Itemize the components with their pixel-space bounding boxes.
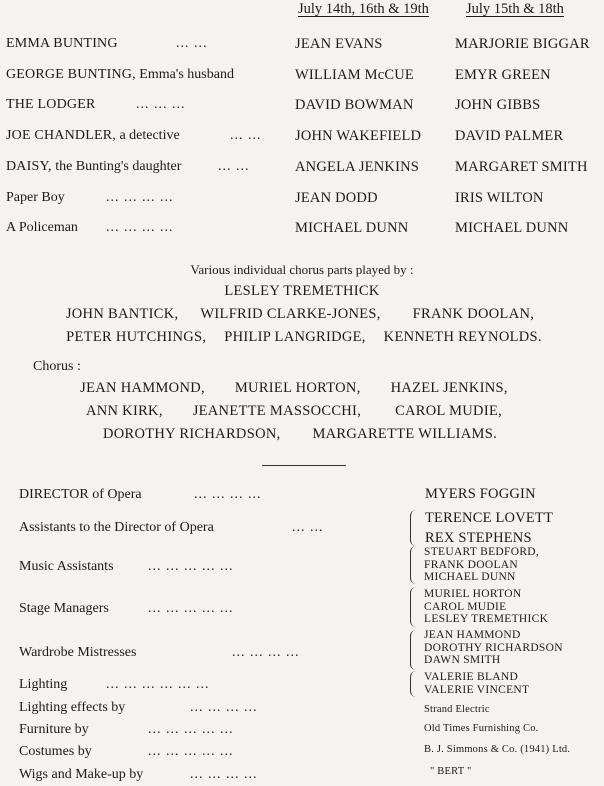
chorus-line-1 (0, 380, 596, 397)
performance-dates-1: July 14th, 16th & 19th (298, 1, 429, 17)
brace-bracket (410, 587, 419, 627)
brace-bracket (410, 671, 419, 697)
chorus-member: JEAN HAMMOND, (80, 380, 205, 396)
cast-member-1: JOHN WAKEFIELD (295, 128, 422, 144)
cast-row (0, 128, 604, 150)
various-line-1 (0, 306, 602, 323)
staff-name: MURIEL HORTON (424, 588, 522, 600)
cast-member-2: IRIS WILTON (455, 190, 544, 206)
staff-name: TERENCE LOVETT (425, 510, 554, 526)
leader-dots: ... ... ... ... ... (148, 559, 234, 574)
brace-bracket (410, 630, 419, 670)
leader-dots: ... ... ... ... (232, 645, 300, 660)
chorus-member: HAZEL JENKINS, (390, 380, 508, 396)
chorus-member: DOROTHY RICHARDSON, (102, 426, 281, 442)
leader-dots: ... ... ... ... (194, 487, 262, 502)
performer-name: WILFRID CLARKE-JONES, (200, 306, 381, 322)
chorus-line-3 (0, 426, 602, 443)
chorus-member: MARGARETTE WILLIAMS. (312, 426, 498, 442)
cast-member-2: MARGARET SMITH (455, 159, 588, 175)
performer-name: JOHN BANTICK, (65, 306, 179, 322)
staff-label: DIRECTOR of Opera (19, 487, 142, 502)
cast-member-2: EMYR GREEN (455, 67, 551, 83)
chorus-member: CAROL MUDIE, (395, 403, 503, 419)
staff-name: CAROL MUDIE (424, 600, 507, 613)
leader-dots: ... ... (176, 36, 208, 51)
staff-name: STEUART BEDFORD, (424, 546, 540, 558)
role-name: Paper Boy (6, 190, 65, 205)
cast-row (0, 190, 604, 212)
staff-label: Wardrobe Mistresses (19, 645, 137, 660)
chorus-member: JEANETTE MASSOCCHI, (192, 403, 362, 419)
brace-bracket (410, 510, 419, 546)
staff-label: Lighting (19, 677, 68, 692)
cast-row (0, 67, 604, 89)
cast-row (0, 220, 604, 242)
staff-label: Music Assistants (19, 559, 114, 574)
cast-row (0, 97, 604, 119)
chorus-label: Chorus : (33, 359, 81, 374)
section-divider (262, 465, 346, 466)
role-name: JOE CHANDLER, a detective (6, 128, 180, 143)
performer-name: PETER HUTCHINGS, (66, 329, 207, 345)
cast-member-2: JOHN GIBBS (455, 97, 541, 113)
staff-label: Stage Managers (19, 601, 109, 616)
staff-name: REX STEPHENS (425, 530, 532, 546)
staff-name: VALERIE VINCENT (424, 683, 530, 696)
staff-label: Costumes by (19, 744, 92, 759)
role-name: EMMA BUNTING (6, 36, 118, 51)
leader-dots: ... ... ... ... (190, 700, 258, 715)
costumes-supplier: B. J. Simmons & Co. (1941) Ltd. (424, 744, 571, 755)
staff-name: LESLEY TREMETHICK (424, 613, 549, 626)
chorus-member: ANN KIRK, (85, 403, 163, 419)
various-lead: LESLEY TREMETHICK (224, 283, 380, 299)
effects-supplier: Strand Electric (424, 704, 490, 715)
performer-name: PHILIP LANGRIDGE, (224, 329, 366, 345)
staff-label: Furniture by (19, 722, 89, 737)
cast-member-1: DAVID BOWMAN (295, 97, 414, 113)
leader-dots: ... ... ... ... (106, 190, 174, 205)
cast-member-1: ANGELA JENKINS (295, 159, 420, 175)
staff-name: JEAN HAMMOND (424, 629, 521, 641)
role-name: DAISY, the Bunting's daughter (6, 159, 182, 174)
various-parts-label: Various individual chorus parts played by : (190, 262, 414, 277)
assistants-list (425, 508, 553, 548)
role-name: THE LODGER (6, 97, 96, 112)
staff-name: VALERIE BLAND (424, 671, 519, 683)
performance-dates-2: July 15th & 18th (466, 1, 564, 17)
leader-dots: ... ... ... ... ... (148, 744, 234, 759)
leader-dots: ... ... (230, 128, 262, 143)
staff-label: Assistants to the Director of Opera (19, 520, 214, 535)
performer-name: KENNETH REYNOLDS. (383, 329, 542, 345)
leader-dots: ... ... (292, 520, 324, 535)
leader-dots: ... ... ... ... ... ... (106, 677, 210, 692)
cast-member-1: WILLIAM McCUE (295, 67, 414, 83)
staff-name: FRANK DOOLAN (424, 558, 519, 571)
staff-name: MICHAEL DUNN (424, 571, 516, 584)
lighting-list (424, 671, 529, 696)
brace-bracket (410, 546, 419, 584)
staff-label: Wigs and Make-up by (19, 767, 144, 782)
cast-member-2: MARJORIE BIGGAR (455, 36, 590, 52)
role-name: A Policeman (6, 220, 78, 235)
cast-member-2: DAVID PALMER (455, 128, 564, 144)
wardrobe-list (424, 629, 563, 667)
wigs-supplier: " BERT " (430, 766, 472, 777)
cast-row (0, 159, 604, 181)
leader-dots: ... ... ... ... ... (148, 722, 234, 737)
staff-label: Lighting effects by (19, 700, 126, 715)
various-line-2 (2, 329, 604, 346)
cast-member-2: MICHAEL DUNN (455, 220, 569, 236)
staff-name: DAWN SMITH (424, 654, 501, 667)
cast-row (0, 36, 604, 58)
leader-dots: ... ... ... ... ... (148, 601, 234, 616)
leader-dots: ... ... ... ... (190, 767, 258, 782)
director-name: MYERS FOGGIN (425, 486, 536, 502)
cast-member-1: JEAN DODD (295, 190, 378, 206)
music-assistants-list (424, 546, 539, 584)
chorus-line-2 (0, 403, 596, 420)
furniture-supplier: Old Times Furnishing Co. (424, 723, 539, 734)
role-name: GEORGE BUNTING, Emma's husband (6, 67, 234, 82)
leader-dots: ... ... ... (136, 97, 186, 112)
stage-managers-list (424, 588, 548, 626)
leader-dots: ... ... ... ... (106, 220, 174, 235)
cast-member-1: MICHAEL DUNN (295, 220, 409, 236)
cast-member-1: JEAN EVANS (295, 36, 383, 52)
staff-name: DOROTHY RICHARDSON (424, 641, 563, 654)
chorus-member: MURIEL HORTON, (234, 380, 361, 396)
leader-dots: ... ... (218, 159, 250, 174)
performer-name: FRANK DOOLAN, (412, 306, 535, 322)
